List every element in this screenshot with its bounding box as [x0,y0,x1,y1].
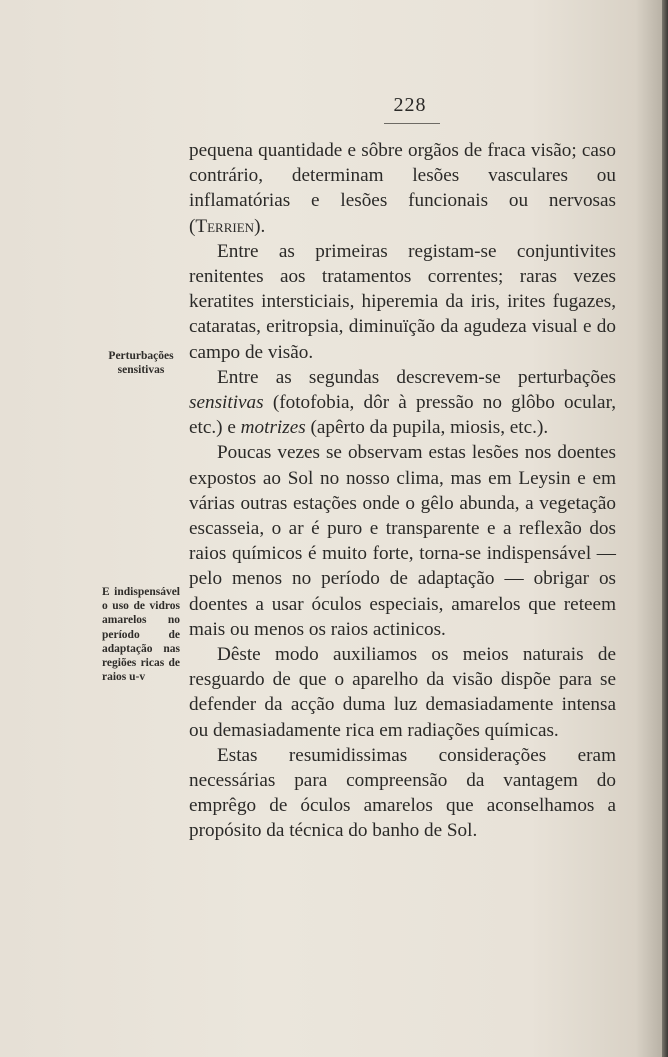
paragraph-1-close: ). [254,215,266,237]
margin-note-perturbacoes: Perturbações sensitivas [108,350,174,377]
author-citation: Terrien [195,215,255,237]
paragraph-3-middle: (fotofobia, dôr à pressão no glôbo ocular, etc.) e [189,392,616,439]
page-edge-shadow [662,0,668,1057]
paragraph-1-text: pequena quantidade e sôbre orgãos de fraca visão; caso contrário, determinam lesões vasculares ou inflamatórias e lesões funcionais ou nervosas ( [189,140,616,237]
term-sensitivas: sensitivas [189,392,264,414]
paragraph-5: Dêste modo auxiliamos os meios naturais de resguardo de que o aparelho da visão dispõe para se defender da acção duma luz demasiadamente intensa ou demasiadamente rica em radiações químicas. [189,644,616,741]
body-text [189,138,616,844]
paragraph-2: Entre as primeiras registam-se conjuntivites renitentes aos tratamentos correntes; raras vezes keratites intersticiais, hiperemia da iris, irites fugazes, cataratas, eritropsia, diminuïção da agudeza visual e do campo de visão. [189,240,616,363]
term-motrizes: motrizes [240,417,306,439]
paragraph-3 [189,365,616,441]
paragraph-4: Poucas vezes se observam estas lesões nos doentes expostos ao Sol no nosso clima, mas em Leysin e em várias outras estações onde o gêlo abunda, a vegetação escasseia, o ar é puro e transparente e a reflexão dos raios químicos é muito forte, torna-se indispensável — pelo menos no período de adaptação — obrigar os doentes a usar óculos especiais, amarelos que reteem mais ou menos os raios actinicos. [189,442,616,640]
margin-note-oculos: E indispensável o uso de vidros amarelos no período de adaptação nas regiões ricas de raios u-v [102,586,180,684]
page-number-rule [384,123,440,124]
paragraph-1 [189,138,616,239]
page-number: 228 [393,94,427,116]
paragraph-3-start: Entre as segundas descrevem-se perturbações [217,366,616,388]
paragraph-6: Estas resumidissimas considerações eram necessárias para compreensão da vantagem do emprêgo de óculos amarelos que aconselhamos a propósito da técnica do banho de Sol. [189,744,616,842]
paragraph-3-end: (apêrto da pupila, miosis, etc.). [305,417,549,439]
